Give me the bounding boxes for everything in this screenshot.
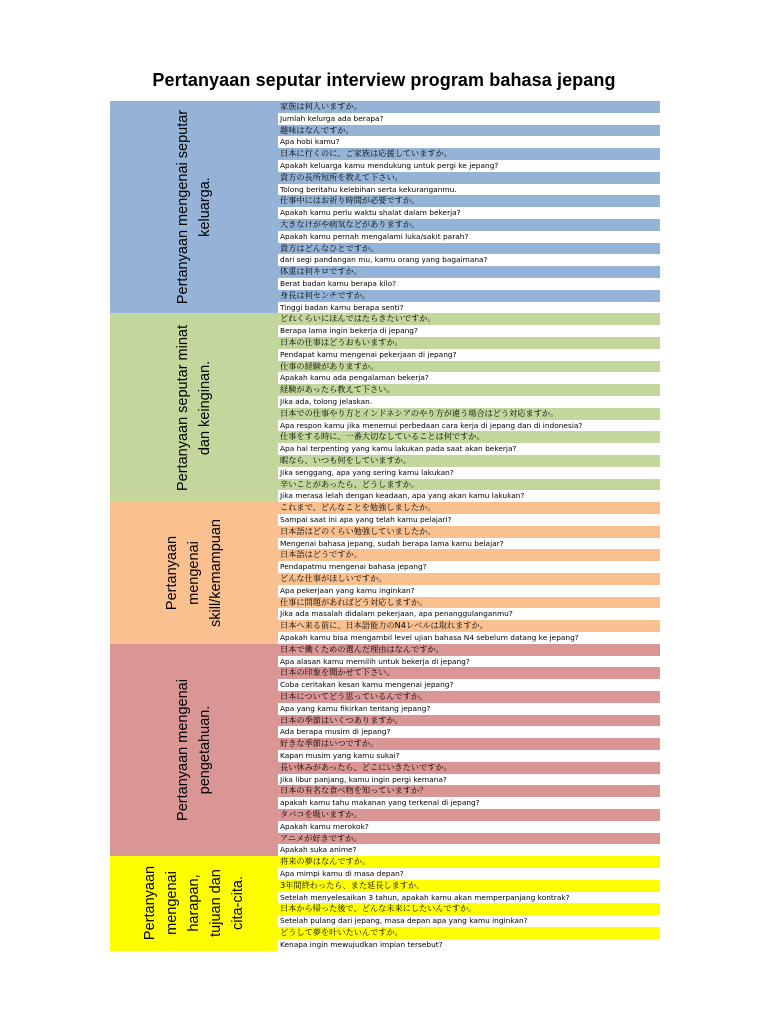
question-indonesian: Apakah suka anime? <box>278 844 660 856</box>
question-indonesian: Apa yang kamu fikirkan tentang jepang? <box>278 703 660 715</box>
question-japanese: 日本語はどのくらい勉強していましたか。 <box>278 526 660 538</box>
section-rows <box>278 856 660 950</box>
section-4 <box>110 644 660 856</box>
question-japanese: 日本の仕事はどうおもいますか。 <box>278 337 660 349</box>
question-indonesian: Ada berapa musim di jepang? <box>278 726 660 738</box>
question-japanese: これまで、どんなことを勉強しましたか。 <box>278 502 660 514</box>
question-japanese: 日本の有名な食べ物を知っていますか？ <box>278 785 660 797</box>
question-japanese: 大きなけがや病気などがありますか。 <box>278 219 660 231</box>
question-indonesian: Coba ceritakan kesan kamu mengenai jepang? <box>278 679 660 691</box>
question-indonesian: Apakah kamu bisa mengambil level ujian bahasa N4 sebelum datang ke jepang? <box>278 632 660 644</box>
page-title: Pertanyaan seputar interview program bahasa jepang <box>152 70 616 90</box>
question-indonesian: Berat badan kamu berapa kilo? <box>278 278 660 290</box>
question-indonesian: Jumlah kelurga ada berapa? <box>278 113 660 125</box>
question-indonesian: Apakah kamu merokok? <box>278 821 660 833</box>
section-label-text: Pertanyaan mengenai pengetahuan. <box>174 679 213 821</box>
question-japanese: 日本へ来る前に、日本語能力のN4レベルは取れますか。 <box>278 620 660 632</box>
question-indonesian: apakah kamu tahu makanan yang terkenal di jepang? <box>278 797 660 809</box>
question-japanese: 貴方の長所短所を教えて下さい。 <box>278 172 660 184</box>
section-1 <box>110 101 660 313</box>
question-table <box>110 101 660 951</box>
question-indonesian: Pendapat kamu mengenai pekerjaan di jepang? <box>278 349 660 361</box>
question-japanese: 仕事をする時に、一番大切なしていることは何ですか。 <box>278 431 660 443</box>
question-japanese: 日本の季節はいくつありますか。 <box>278 715 660 727</box>
section-3 <box>110 502 660 644</box>
question-japanese: 仕事の経験がありますか。 <box>278 361 660 373</box>
question-indonesian: Jika merasa lelah dengan keadaan, apa yang akan kamu lakukan? <box>278 490 660 502</box>
question-japanese: どんな仕事がほしいですか。 <box>278 573 660 585</box>
question-japanese: 暇なら、いつも何をしていますか。 <box>278 455 660 467</box>
section-5 <box>110 856 660 950</box>
question-japanese: 辛いことがあったら、どうしますか。 <box>278 479 660 491</box>
question-japanese: 日本での仕事やり方とインドネシアのやり方が違う場合はどう対応ますか。 <box>278 408 660 420</box>
question-japanese: 身長は何センチですか。 <box>278 290 660 302</box>
question-japanese: 仕事に問題があればどう対応しますか。 <box>278 597 660 609</box>
question-japanese: 将来の夢はなんですか。 <box>278 856 660 868</box>
section-rows <box>278 101 660 313</box>
question-japanese: どれくらいにほんではたらきたいですか。 <box>278 313 660 325</box>
question-japanese: タバコを吸いますか。 <box>278 809 660 821</box>
question-indonesian: Apakah kamu pernah mengalami luka/sakit parah? <box>278 231 660 243</box>
question-indonesian: Apa respon kamu jika menemui perbedaan cara kerja di jepang dan di indonesia? <box>278 420 660 432</box>
question-indonesian: Mengenai bahasa jepang, sudah berapa lama kamu belajar? <box>278 538 660 550</box>
question-japanese: 日本で働くための選んだ理由はなんですか。 <box>278 644 660 656</box>
section-label <box>110 502 278 644</box>
question-indonesian: Tinggi badan kamu berapa senti? <box>278 302 660 314</box>
question-japanese: どうして夢を叶いたいんですか。 <box>278 927 660 939</box>
question-japanese: 仕事中にはお祈り時間が必要ですか。 <box>278 195 660 207</box>
question-indonesian: Jika ada, tolong jelaskan. <box>278 396 660 408</box>
section-rows <box>278 502 660 644</box>
question-japanese: 日本についてどう思っているんですか。 <box>278 691 660 703</box>
question-japanese: 日本語はどうですか。 <box>278 549 660 561</box>
question-indonesian: Apa mimpi kamu di masa depan? <box>278 868 660 880</box>
section-rows <box>278 644 660 856</box>
section-2 <box>110 313 660 502</box>
question-indonesian: Jika ada masalah didalam pekerjaan, apa penanggulanganmu? <box>278 608 660 620</box>
question-indonesian: Apakah kamu ada pengalaman bekerja? <box>278 372 660 384</box>
section-label-text: Pertanyaan mengenai skill/kemampuan <box>164 518 224 627</box>
question-indonesian: Pendapatmu mengenai bahasa jepang? <box>278 561 660 573</box>
question-indonesian: Sampai saat ini apa yang telah kamu pelajari? <box>278 514 660 526</box>
question-indonesian: Kapan musim yang kamu sukai? <box>278 750 660 762</box>
section-label <box>110 313 278 502</box>
question-indonesian: Berapa lama ingin bekerja di jepang? <box>278 325 660 337</box>
question-indonesian: Apakah kamu perlu waktu shalat dalam bekerja? <box>278 207 660 219</box>
section-label-text: Pertanyaan mengenai seputar keluarga. <box>175 110 213 305</box>
question-japanese: アニメが好きですか。 <box>278 833 660 845</box>
section-label <box>110 644 278 856</box>
question-japanese: 経験があったら教えて下さい。 <box>278 384 660 396</box>
question-indonesian: Setelah menyelesaikan 3 tahun, apakah kamu akan memperpanjang kontrak? <box>278 892 660 904</box>
question-japanese: 好きな季節はいつですか。 <box>278 738 660 750</box>
question-indonesian: Tolong beritahu kelebihan serta kekuranganmu. <box>278 184 660 196</box>
question-indonesian: Apa hal terpenting yang kamu lakukan pada saat akan bekerja? <box>278 443 660 455</box>
question-indonesian: Jika senggang, apa yang sering kamu lakukan? <box>278 467 660 479</box>
section-label-text: Pertanyaan seputar minat dan keinginan. <box>174 324 213 491</box>
question-japanese: 3年間終わったら、また延長しますか。 <box>278 880 660 892</box>
question-indonesian: Apakah keluarga kamu mendukung untuk pergi ke jepang? <box>278 160 660 172</box>
question-japanese: 体重は何キロですか。 <box>278 266 660 278</box>
question-japanese: 日本の印象を聞かせて下さい。 <box>278 667 660 679</box>
section-label <box>110 856 278 950</box>
question-japanese: 日本から帰った後で、どんな未来にしたいんですか。 <box>278 903 660 915</box>
question-japanese: 日本に行くのに、ご家族は応援していますか。 <box>278 148 660 160</box>
question-indonesian: Apa alasan kamu memilih untuk bekerja di jepang? <box>278 656 660 668</box>
question-japanese: 長い休みがあったら、どこにいきたいですか。 <box>278 762 660 774</box>
question-japanese: 家族は何人いますか。 <box>278 101 660 113</box>
question-indonesian: Jika libur panjang, kamu ingin pergi kemana? <box>278 774 660 786</box>
section-rows <box>278 313 660 502</box>
question-japanese: 貴方はどんなひとですか。 <box>278 243 660 255</box>
question-indonesian: Setelah pulang dari jepang, masa depan apa yang kamu inginkan? <box>278 915 660 927</box>
question-indonesian: Apa hobi kamu? <box>278 136 660 148</box>
question-indonesian: dari segi pandangan mu, kamu orang yang bagaimana? <box>278 254 660 266</box>
section-label <box>110 101 278 313</box>
question-japanese: 趣味はなんですか。 <box>278 125 660 137</box>
question-indonesian: Kenapa ingin mewujudkan impian tersebut? <box>278 939 660 951</box>
question-indonesian: Apa pekerjaan yang kamu inginkan? <box>278 585 660 597</box>
section-label-text: Pertanyaan mengenai harapan, tujuan dan cita-cita. <box>141 866 246 941</box>
